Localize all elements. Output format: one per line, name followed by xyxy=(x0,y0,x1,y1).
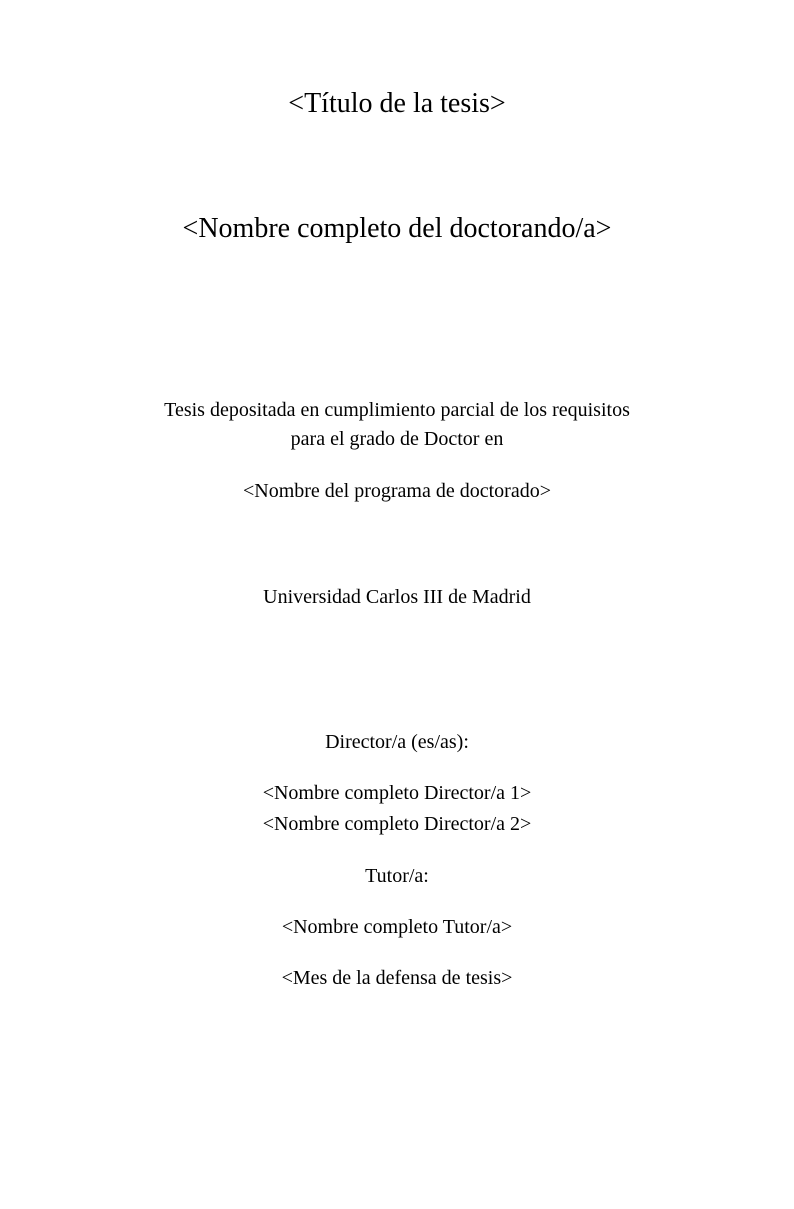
tutor-name: <Nombre completo Tutor/a> xyxy=(281,916,513,938)
deposit-statement-line-1: Tesis depositada en cumplimiento parcial de los requisitos xyxy=(164,399,630,421)
defense-month: <Mes de la defensa de tesis> xyxy=(281,967,513,989)
deposit-statement-line-2: para el grado de Doctor en xyxy=(290,428,504,450)
thesis-cover-page xyxy=(0,86,794,1209)
director-name-2: <Nombre completo Director/a 2> xyxy=(262,813,532,835)
university-name: Universidad Carlos III de Madrid xyxy=(263,586,531,608)
doctoral-program-name: <Nombre del programa de doctorado> xyxy=(242,480,551,502)
director-name-1: <Nombre completo Director/a 1> xyxy=(262,782,532,804)
deposit-statement xyxy=(70,398,724,452)
directors-label: Director/a (es/as): xyxy=(325,731,469,753)
doctoral-candidate-name: <Nombre completo del doctorando/a> xyxy=(182,213,612,244)
tutor-label: Tutor/a: xyxy=(365,865,429,887)
thesis-title: <Título de la tesis> xyxy=(288,88,506,119)
